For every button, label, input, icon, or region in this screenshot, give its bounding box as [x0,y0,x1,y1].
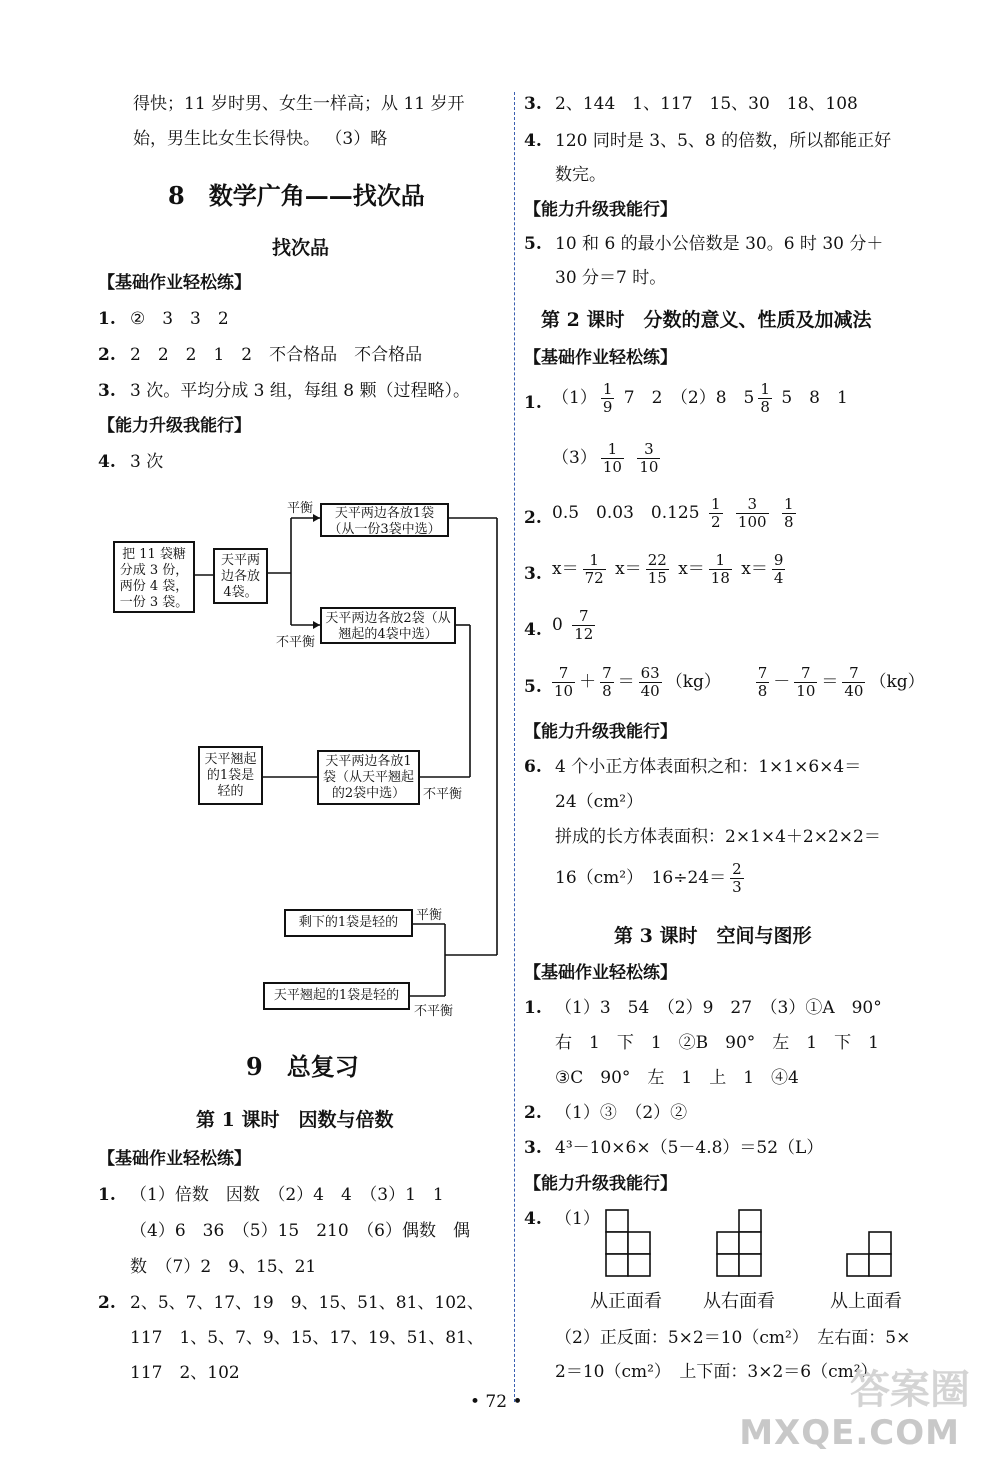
chapter-8-title: 8 数学广角——找次品 [168,181,425,210]
watermark-top: 答案圈 [850,1367,970,1413]
answer-text: 16（cm²） 16÷24＝ [555,868,727,888]
fraction: $\frac{7}{10}$ [796,664,816,700]
q-number: 2. [98,345,116,365]
fraction: $\frac{1}{72}$ [584,551,604,587]
front-view-label: 从正面看 [590,1291,662,1312]
answer-c1a: （1）3 54 （2）9 27 （3）①A 90° [555,998,882,1018]
answer-1: ② 3 3 2 [130,309,229,329]
review-1c: 数 （7）2 9、15、21 [130,1257,317,1277]
label-balance: 平衡 [287,501,314,516]
fraction: $\frac{3}{10}$ [639,440,659,476]
fraction: $\frac{1}{8}$ [760,380,770,416]
right-view-cell [717,1232,739,1254]
fraction: $\frac{1}{10}$ [602,440,622,476]
q-number: 1. [98,1185,116,1205]
review-2b: 117 1、5、7、9、15、17、19、51、81、 [130,1328,484,1348]
answer-c4b: （2）正反面：5×2＝10（cm²） 左右面：5× [555,1328,911,1348]
q-number: 4. [524,1209,542,1229]
advanced-heading: 【能力升级我能行】 [524,722,677,742]
q-number: 2. [524,508,542,528]
fraction: $\frac{7}{10}$ [554,664,574,700]
lesson-1-title: 第 1 课时 因数与倍数 [196,1109,394,1131]
front-view-cell [606,1254,628,1276]
continued-line-2: 始，男生比女生长得快。 （3）略 [133,129,388,149]
q-number: 4. [524,620,542,640]
flow-start-box: 把 11 袋糖分成 3 份，两份 4 袋，一份 3 袋。 [113,541,195,613]
flow-branch-mid-box: 天平两边各放2袋（从翘起的4袋中选） [320,607,456,644]
answer-text: 7 2 （2）8 5 [623,388,755,408]
fraction: $\frac{1}{2}$ [710,495,721,531]
flow-result-low-box: 天平翘起的1袋是轻的 [198,746,263,805]
operator: ＝ [821,672,839,692]
part-label: （1） [552,388,597,408]
page-number: • 72 • [470,1392,523,1412]
fraction: $\frac{2}{3}$ [732,860,742,896]
answer-c4: （1） [555,1209,600,1229]
right-view-cell [739,1210,761,1232]
answer-r5b: 30 分＝7 时。 [555,268,667,288]
top-view [847,1232,891,1276]
review-2a: 2、5、7、17、19 9、15、51、81、102、 [130,1293,484,1313]
answer-4: 3 次 [130,452,164,472]
q-number: 3. [524,1138,542,1158]
right-view-cell [717,1254,739,1276]
answer-b6b: 24（cm²） [555,792,644,812]
answer-2: 2 2 2 1 2 不合格品 不合格品 [130,345,423,365]
q-number: 4. [98,452,116,472]
lesson-2-title: 第 2 课时 分数的意义、性质及加减法 [541,309,872,331]
operator: － [773,672,791,692]
front-view-cell [628,1254,650,1276]
fraction: $\frac{3}{100}$ [737,495,767,531]
q-number: 1. [524,998,542,1018]
advanced-heading: 【能力升级我能行】 [524,1174,677,1194]
advanced-heading: 【能力升级我能行】 [524,200,677,220]
fraction: $\frac{1}{18}$ [710,551,730,587]
q-number: 2. [524,1103,542,1123]
flow-step1-box: 天平两边各放4袋。 [213,548,268,604]
operator: ＋ [579,672,597,692]
q-number: 4. [524,131,542,151]
flow-result1-box: 剩下的1袋是轻的 [284,909,413,937]
q-number: 2. [98,1293,116,1313]
answer-r5a: 10 和 6 的最小公倍数是 30。6 时 30 分＋ [555,234,884,254]
unit: （kg） [869,672,925,692]
answer-text: 0 [552,615,563,635]
watermark: MXQE.COM [739,1413,960,1453]
section-title: 找次品 [272,237,330,259]
answer-b6a: 4 个小正方体表面积之和：1×1×6×4＝ [555,757,862,777]
answer-c4c: 2＝10（cm²） 上下面：3×2＝6（cm²） [555,1362,878,1382]
basic-heading: 【基础作业轻松练】 [524,963,677,983]
label-unbalance: 不平衡 [423,787,463,802]
advanced-heading: 【能力升级我能行】 [98,416,251,436]
right-view-cell [739,1232,761,1254]
lesson-3-title: 第 3 课时 空间与图形 [614,925,812,947]
label-unbalance: 不平衡 [414,1004,454,1019]
variable: x＝ [741,559,768,579]
variable: x＝ [678,559,705,579]
flow-result2-box: 天平翘起的1袋是轻的 [263,982,410,1010]
top-view-label: 从上面看 [830,1291,902,1312]
fraction: $\frac{7}{40}$ [844,664,864,700]
flow-branch-low-box: 天平两边各放1袋（从天平翘起的2袋中选） [317,750,420,805]
fraction: $\frac{63}{40}$ [640,664,660,700]
part-label: （3） [552,448,597,468]
answer-text: 0.5 0.03 0.125 [552,503,700,523]
fraction: $\frac{1}{8}$ [783,495,794,531]
continued-line-1: 得快；11 岁时男、女生一样高；从 11 岁开 [133,94,465,114]
right-view-label: 从右面看 [703,1291,775,1312]
top-view-cell [869,1232,891,1254]
answer-r4b: 数完。 [555,165,606,185]
q-number: 1. [98,309,116,329]
basic-heading: 【基础作业轻松练】 [524,348,677,368]
answer-text: 5 8 1 [781,388,848,408]
front-view-cell [606,1210,628,1232]
label-balance: 平衡 [416,908,443,923]
front-view-cell [606,1232,628,1254]
q-number: 3. [524,94,542,114]
variable: x＝ [552,559,579,579]
variable: x＝ [615,559,642,579]
answer-c1c: ③C 90° 左 1 上 1 ④4 [555,1068,799,1088]
front-view-cell [628,1232,650,1254]
flow-branch-top-box: 天平两边各放1袋（从一份3袋中选） [320,503,449,537]
answer-b6c: 拼成的长方体表面积：2×1×4＋2×2×2＝ [555,827,881,847]
right-view-cell [739,1254,761,1276]
fraction: $\frac{7}{8}$ [602,664,612,700]
review-2c: 117 2、102 [130,1363,240,1383]
fraction: $\frac{7}{8}$ [757,664,768,700]
fraction: $\frac{9}{4}$ [773,551,784,587]
q-number: 3. [98,381,116,401]
fraction: $\frac{7}{12}$ [574,607,594,643]
basic-heading: 【基础作业轻松练】 [98,273,251,293]
answer-c3: 4³－10×6×（5－4.8）＝52（L） [555,1138,824,1158]
answer-3: 3 次。平均分成 3 组，每组 8 颗（过程略）。 [130,381,470,401]
q-number: 3. [524,564,542,584]
answer-r3: 2、144 1、117 15、30 18、108 [555,94,858,114]
review-1a: （1）倍数 因数 （2）4 4 （3）1 1 [130,1185,444,1205]
operator: ＝ [617,672,635,692]
label-unbalance: 不平衡 [276,635,316,650]
q-number: 6. [524,757,542,777]
basic-heading: 【基础作业轻松练】 [98,1149,251,1169]
q-number: 5. [524,677,542,697]
top-view-cell [869,1254,891,1276]
unit: （kg） [665,672,721,692]
q-number: 1. [524,393,542,413]
answer-c1b: 右 1 下 1 ②B 90° 左 1 下 1 [555,1033,879,1053]
fraction: $\frac{1}{9}$ [602,380,613,416]
chapter-9-title: 9 总复习 [246,1052,359,1081]
answer-r4a: 120 同时是 3、5、8 的倍数，所以都能正好 [555,131,892,151]
right-view [717,1210,761,1276]
review-1b: （4）6 36 （5）15 210 （6）偶数 偶 [130,1221,470,1241]
q-number: 5. [524,234,542,254]
answer-c2: （1）③ （2）② [555,1103,688,1123]
fraction: $\frac{22}{15}$ [647,551,667,587]
front-view [606,1210,650,1276]
top-view-cell [847,1254,869,1276]
